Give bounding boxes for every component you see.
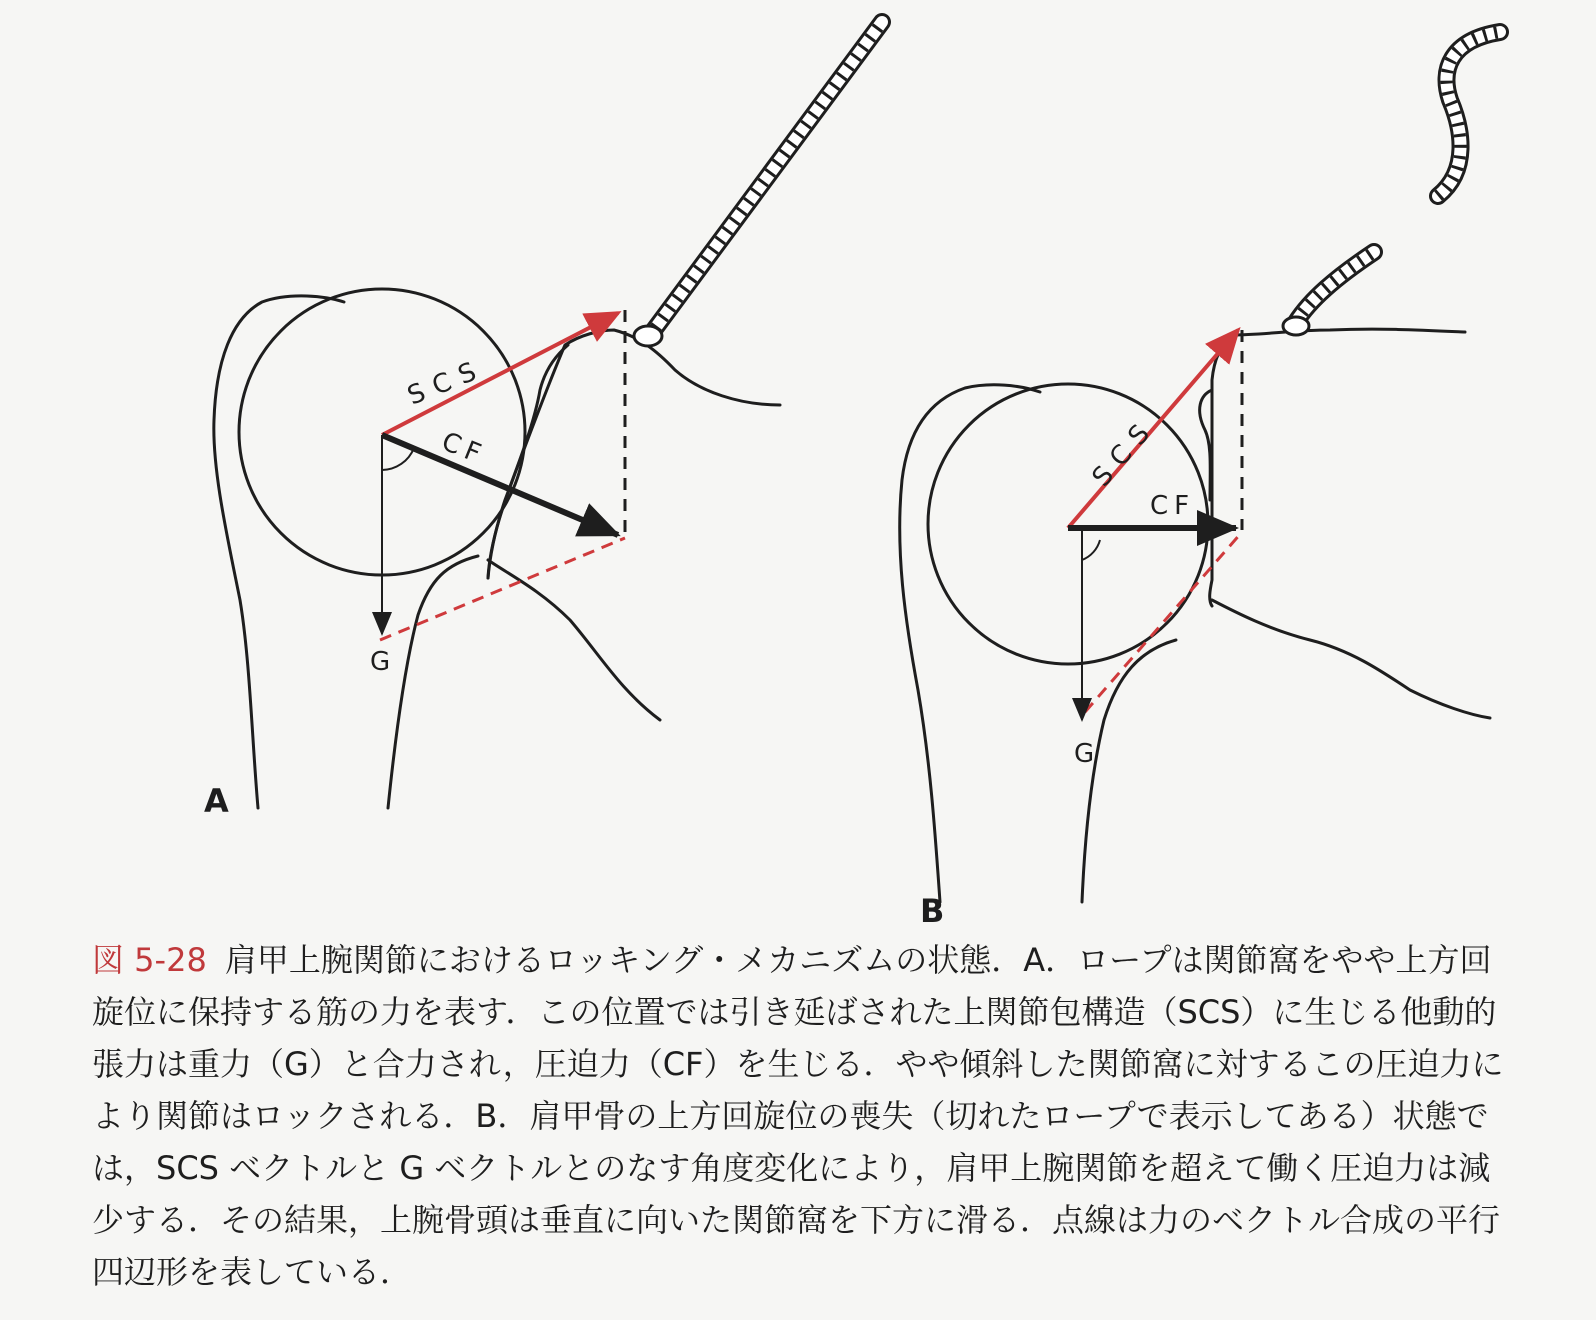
humeral-head-b: [928, 384, 1208, 664]
humerus-a-outline: [214, 296, 344, 808]
caption-line-5: は，SCS ベクトルと G ベクトルとのなす角度変化により，肩甲上腕関節を超えて働く圧迫力は減: [92, 1149, 1491, 1187]
scapula-a-outline: [488, 330, 780, 578]
figure-label: 図 5-28: [92, 941, 207, 979]
angle-arc-a: [382, 448, 414, 470]
caption-line-1: [92, 934, 1596, 986]
dashed-parallelogram-b: [1085, 532, 1242, 712]
panel-a: [214, 289, 780, 808]
label-g-a: G: [370, 647, 391, 677]
glenoid-b-front: [1210, 336, 1232, 606]
caption-line-4: より関節はロックされる．B．肩甲骨の上方回旋位の喪失（切れたロープで表示してある）状態で: [92, 1097, 1489, 1135]
glenoid-a-lip: [488, 345, 568, 578]
humerus-a-shaft-inner: [388, 556, 478, 808]
label-cf-a: CF: [437, 426, 491, 472]
figure-caption: [92, 934, 1596, 1294]
angle-arc-b: [1082, 540, 1100, 560]
label-scs-a: SCS: [403, 353, 490, 412]
humerus-b-outline: [900, 385, 1040, 902]
panel-a-vectors: [204, 310, 625, 820]
rope-a: [634, 22, 882, 346]
caption-line-2: 旋位に保持する筋の力を表す．この位置では引き延ばされた上関節包構造（SCS）に生じる他動的: [92, 993, 1497, 1031]
caption-line-7: 四辺形を表している．: [92, 1253, 413, 1291]
panel-b-vectors: [920, 330, 1242, 930]
rope-b: [1283, 32, 1500, 335]
scapula-b-outline: [1232, 329, 1465, 335]
caption-line-3: 張力は重力（G）と合力され，圧迫力（CF）を生じる．やや傾斜した関節窩に対するこの圧迫力に: [92, 1045, 1504, 1083]
scapula-b-lower-border: [1212, 600, 1490, 718]
panel-label-b: B: [920, 892, 945, 930]
caption-text-1: 肩甲上腕関節におけるロッキング・メカニズムの状態．A．ロープは関節窩をやや上方回: [224, 941, 1492, 979]
humerus-b-shaft-inner: [1082, 640, 1176, 902]
label-cf-b: CF: [1150, 491, 1196, 521]
caption-line-6: 少する．その結果，上腕骨頭は垂直に向いた関節窩を下方に滑る．点線は力のベクトル合成の平行: [92, 1201, 1501, 1239]
label-g-b: G: [1074, 739, 1095, 769]
scs-vector-a: [382, 313, 618, 435]
panel-label-a: A: [204, 782, 229, 820]
label-scs-b: SCS: [1086, 411, 1163, 493]
panel-b: [900, 329, 1490, 902]
